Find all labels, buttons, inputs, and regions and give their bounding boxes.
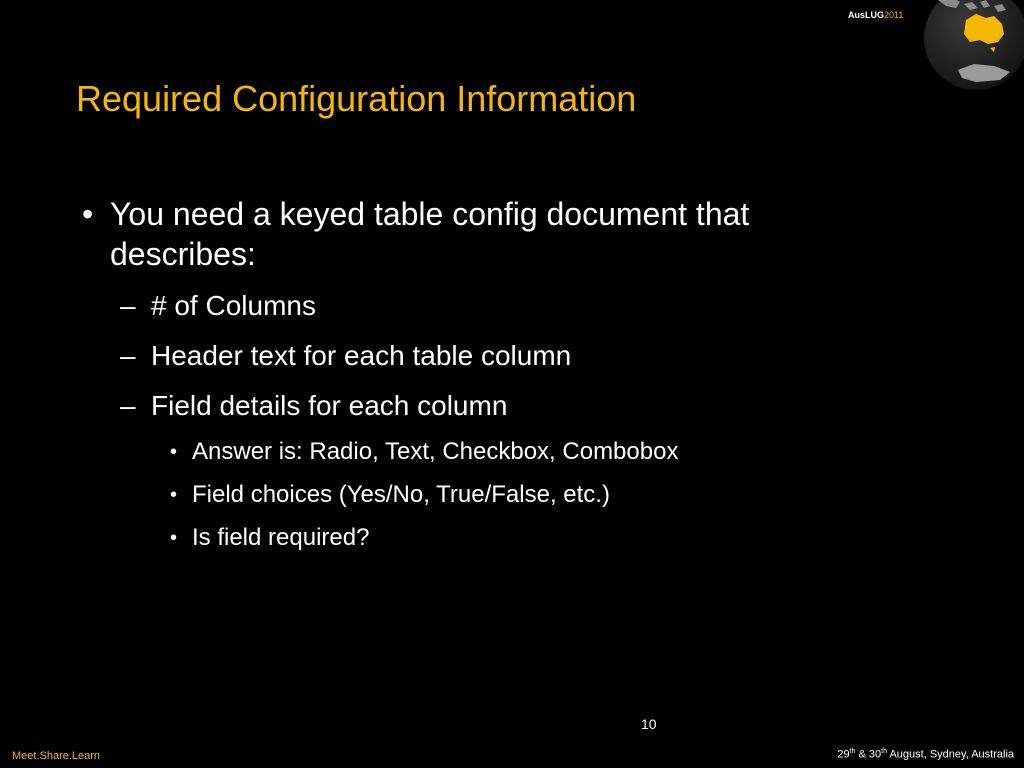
sub-item-columns: [76, 288, 876, 324]
dash-marker: –: [120, 390, 136, 421]
sub-item-field-details: [76, 388, 876, 424]
date-day2-suffix: th: [881, 748, 888, 755]
sub-sub-item-answer-types: [76, 437, 876, 467]
slide-title: Required Configuration Information: [76, 78, 637, 119]
auslug-logo: [848, 10, 903, 20]
logo-year: 2011: [884, 10, 904, 20]
dash-marker: –: [120, 340, 136, 371]
bullet-marker: •: [170, 441, 178, 463]
sub-item-text: # of Columns: [151, 290, 316, 321]
footer-tagline: Meet.Share.Learn: [12, 750, 101, 762]
sub-item-header-text: [76, 338, 876, 374]
slide-content: [76, 194, 876, 553]
bullet-item: [76, 194, 876, 274]
date-day1-suffix: th: [849, 748, 856, 755]
dash-marker: –: [120, 290, 136, 321]
date-day2: 30: [868, 748, 882, 761]
footer-event-date: [837, 748, 1014, 761]
sub-item-text: Field details for each column: [151, 390, 508, 421]
date-rest: August, Sydney, Australia: [887, 748, 1014, 761]
date-connector: &: [855, 748, 869, 761]
sub-sub-item-text: Field choices (Yes/No, True/False, etc.): [192, 481, 610, 508]
sub-sub-item-text: Is field required?: [192, 524, 370, 551]
globe-icon: [920, 0, 1024, 92]
bullet-marker: •: [170, 527, 178, 549]
logo-name: AusLUG: [848, 10, 884, 20]
bullet-text: You need a keyed table config document that describes:: [110, 196, 750, 272]
sub-sub-item-field-choices: [76, 480, 876, 510]
sub-sub-item-text: Answer is: Radio, Text, Checkbox, Combobox: [192, 438, 679, 465]
bullet-marker: •: [82, 196, 94, 232]
bullet-marker: •: [170, 484, 178, 506]
date-day1: 29: [837, 748, 850, 761]
page-number: 10: [641, 716, 657, 732]
sub-item-text: Header text for each table column: [151, 340, 572, 371]
sub-sub-item-required: [76, 523, 876, 553]
